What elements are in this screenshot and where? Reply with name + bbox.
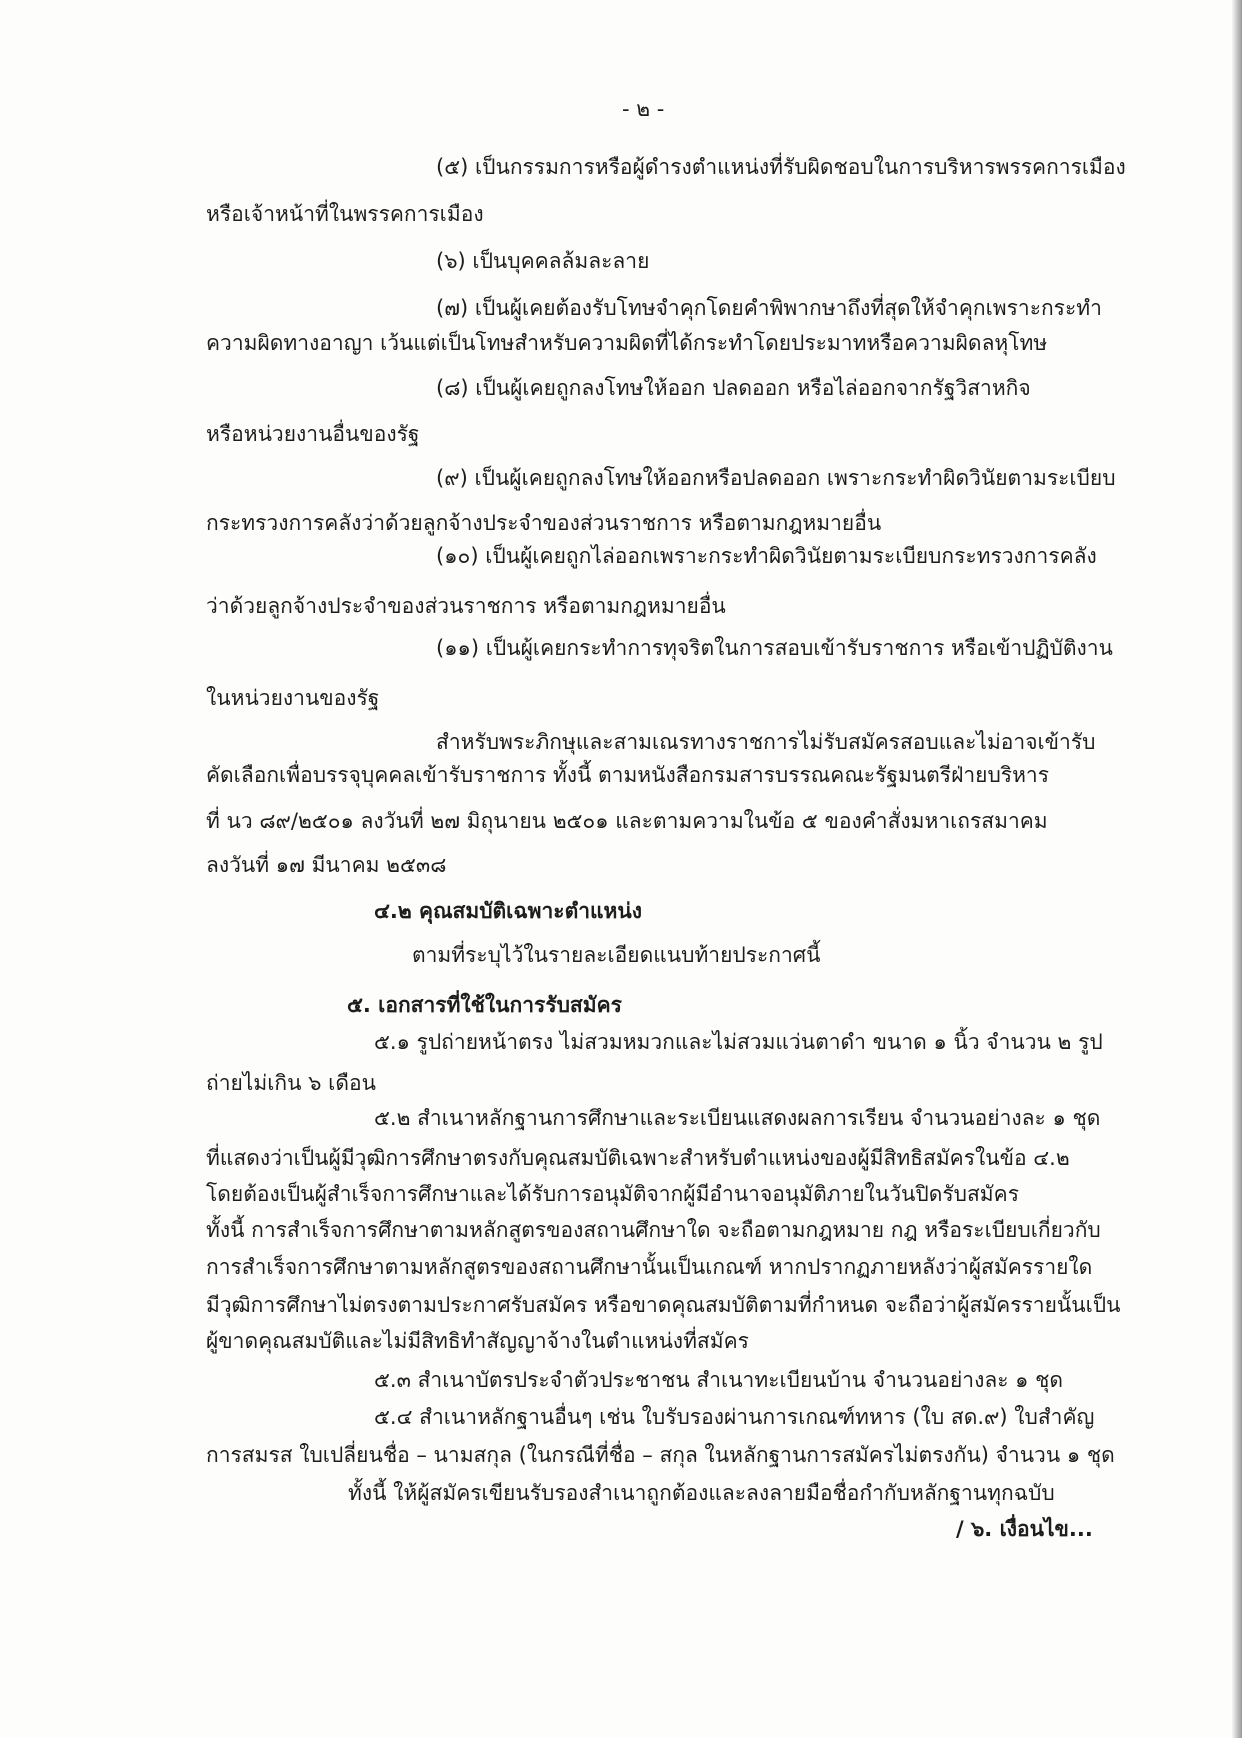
item-5-2-cont: ที่แสดงว่าเป็นผู้มีวุฒิการศึกษาตรงกับคุณสมบัติเฉพาะสำหรับตำแหน่งของผู้มีสิทธิสมัครในข้อ ๔.๒ (206, 1146, 1070, 1170)
item-5-cont: หรือเจ้าหน้าที่ในพรรคการเมือง (206, 202, 484, 226)
item-5-2-cont: ทั้งนี้ การสำเร็จการศึกษาตามหลักสูตรของสถานศึกษาใด จะถือตามกฎหมาย กฎ หรือระเบียบเกี่ยวกับ (206, 1218, 1101, 1242)
item-8-cont: หรือหน่วยงานอื่นของรัฐ (206, 422, 420, 446)
item-5-2-cont: โดยต้องเป็นผู้สำเร็จการศึกษาและได้รับการอนุมัติจากผู้มีอำนาจอนุมัติภายในวันปิดรับสมัคร (206, 1182, 1019, 1206)
item-5-2-cont: การสำเร็จการศึกษาตามหลักสูตรของสถานศึกษานั้นเป็นเกณฑ์ หากปรากฏภายหลังว่าผู้สมัครรายใด (206, 1255, 1093, 1279)
item-5-1-line: ๕.๑ รูปถ่ายหน้าตรง ไม่สวมหมวกและไม่สวมแว่นตาดำ ขนาด ๑ นิ้ว จำนวน ๒ รูป (374, 1030, 1103, 1054)
scan-page-edge (1232, 0, 1242, 1738)
section-5-heading: ๕. เอกสารที่ใช้ในการรับสมัคร (347, 993, 622, 1017)
section-4-2-text: ตามที่ระบุไว้ในรายละเอียดแนบท้ายประกาศนี้ (412, 943, 821, 967)
item-11-cont: ในหน่วยงานของรัฐ (206, 686, 380, 710)
item-5-4-line: ๕.๔ สำเนาหลักฐานอื่นๆ เช่น ใบรับรองผ่านการเกณฑ์ทหาร (ใบ สด.๙) ใบสำคัญ (374, 1405, 1095, 1429)
page-number: - ๒ - (622, 97, 665, 121)
item-5-2-cont: มีวุฒิการศึกษาไม่ตรงตามประกาศรับสมัคร หรือขาดคุณสมบัติตามที่กำหนด จะถือว่าผู้สมัครรายนั้นเป็น (206, 1293, 1121, 1317)
continuation-marker: / ๖. เงื่อนไข... (956, 1517, 1093, 1541)
item-10-line: (๑๐) เป็นผู้เคยถูกไล่ออกเพราะกระทำผิดวินัยตามระเบียบกระทรวงการคลัง (436, 544, 1097, 568)
item-9-cont: กระทรวงการคลังว่าด้วยลูกจ้างประจำของส่วนราชการ หรือตามกฎหมายอื่น (206, 511, 882, 535)
item-10-cont: ว่าด้วยลูกจ้างประจำของส่วนราชการ หรือตามกฎหมายอื่น (206, 594, 726, 618)
item-6-line: (๖) เป็นบุคคลล้มละลาย (436, 249, 650, 273)
monks-paragraph-line: ลงวันที่ ๑๗ มีนาคม ๒๕๓๘ (206, 853, 447, 877)
item-7-line: (๗) เป็นผู้เคยต้องรับโทษจำคุกโดยคำพิพากษาถึงที่สุดให้จำคุกเพราะกระทำ (436, 296, 1102, 320)
certification-note: ทั้งนี้ ให้ผู้สมัครเขียนรับรองสำเนาถูกต้องและลงลายมือชื่อกำกับหลักฐานทุกฉบับ (348, 1481, 1055, 1505)
section-4-2-heading: ๔.๒ คุณสมบัติเฉพาะตำแหน่ง (374, 899, 642, 923)
monks-paragraph-line: สำหรับพระภิกษุและสามเณรทางราชการไม่รับสมัครสอบและไม่อาจเข้ารับ (436, 730, 1096, 754)
item-5-1-cont: ถ่ายไม่เกิน ๖ เดือน (206, 1071, 376, 1095)
item-5-3-line: ๕.๓ สำเนาบัตรประจำตัวประชาชน สำเนาทะเบียนบ้าน จำนวนอย่างละ ๑ ชุด (374, 1368, 1064, 1392)
item-5-4-cont: การสมรส ใบเปลี่ยนชื่อ – นามสกุล (ในกรณีที่ชื่อ – สกุล ในหลักฐานการสมัครไม่ตรงกัน) จำนวน ๑ ชุด (206, 1443, 1115, 1467)
item-5-2-cont: ผู้ขาดคุณสมบัติและไม่มีสิทธิทำสัญญาจ้างในตำแหน่งที่สมัคร (206, 1329, 749, 1353)
item-5-2-line: ๕.๒ สำเนาหลักฐานการศึกษาและระเบียนแสดงผลการเรียน จำนวนอย่างละ ๑ ชุด (374, 1106, 1101, 1130)
item-7-cont: ความผิดทางอาญา เว้นแต่เป็นโทษสำหรับความผิดที่ได้กระทำโดยประมาทหรือความผิดลหุโทษ (206, 331, 1048, 355)
monks-paragraph-line: ที่ นว ๘๙/๒๕๐๑ ลงวันที่ ๒๗ มิถุนายน ๒๕๐๑ และตามความในข้อ ๕ ของคำสั่งมหาเถรสมาคม (206, 809, 1048, 833)
item-5-line: (๕) เป็นกรรมการหรือผู้ดำรงตำแหน่งที่รับผิดชอบในการบริหารพรรคการเมือง (436, 155, 1126, 179)
item-9-line: (๙) เป็นผู้เคยถูกลงโทษให้ออกหรือปลดออก เพราะกระทำผิดวินัยตามระเบียบ (436, 466, 1116, 490)
monks-paragraph-line: คัดเลือกเพื่อบรรจุบุคคลเข้ารับราชการ ทั้งนี้ ตามหนังสือกรมสารบรรณคณะรัฐมนตรีฝ่ายบริหาร (206, 763, 1049, 787)
item-11-line: (๑๑) เป็นผู้เคยกระทำการทุจริตในการสอบเข้ารับราชการ หรือเข้าปฏิบัติงาน (436, 636, 1113, 660)
item-8-line: (๘) เป็นผู้เคยถูกลงโทษให้ออก ปลดออก หรือไล่ออกจากรัฐวิสาหกิจ (436, 376, 1031, 400)
